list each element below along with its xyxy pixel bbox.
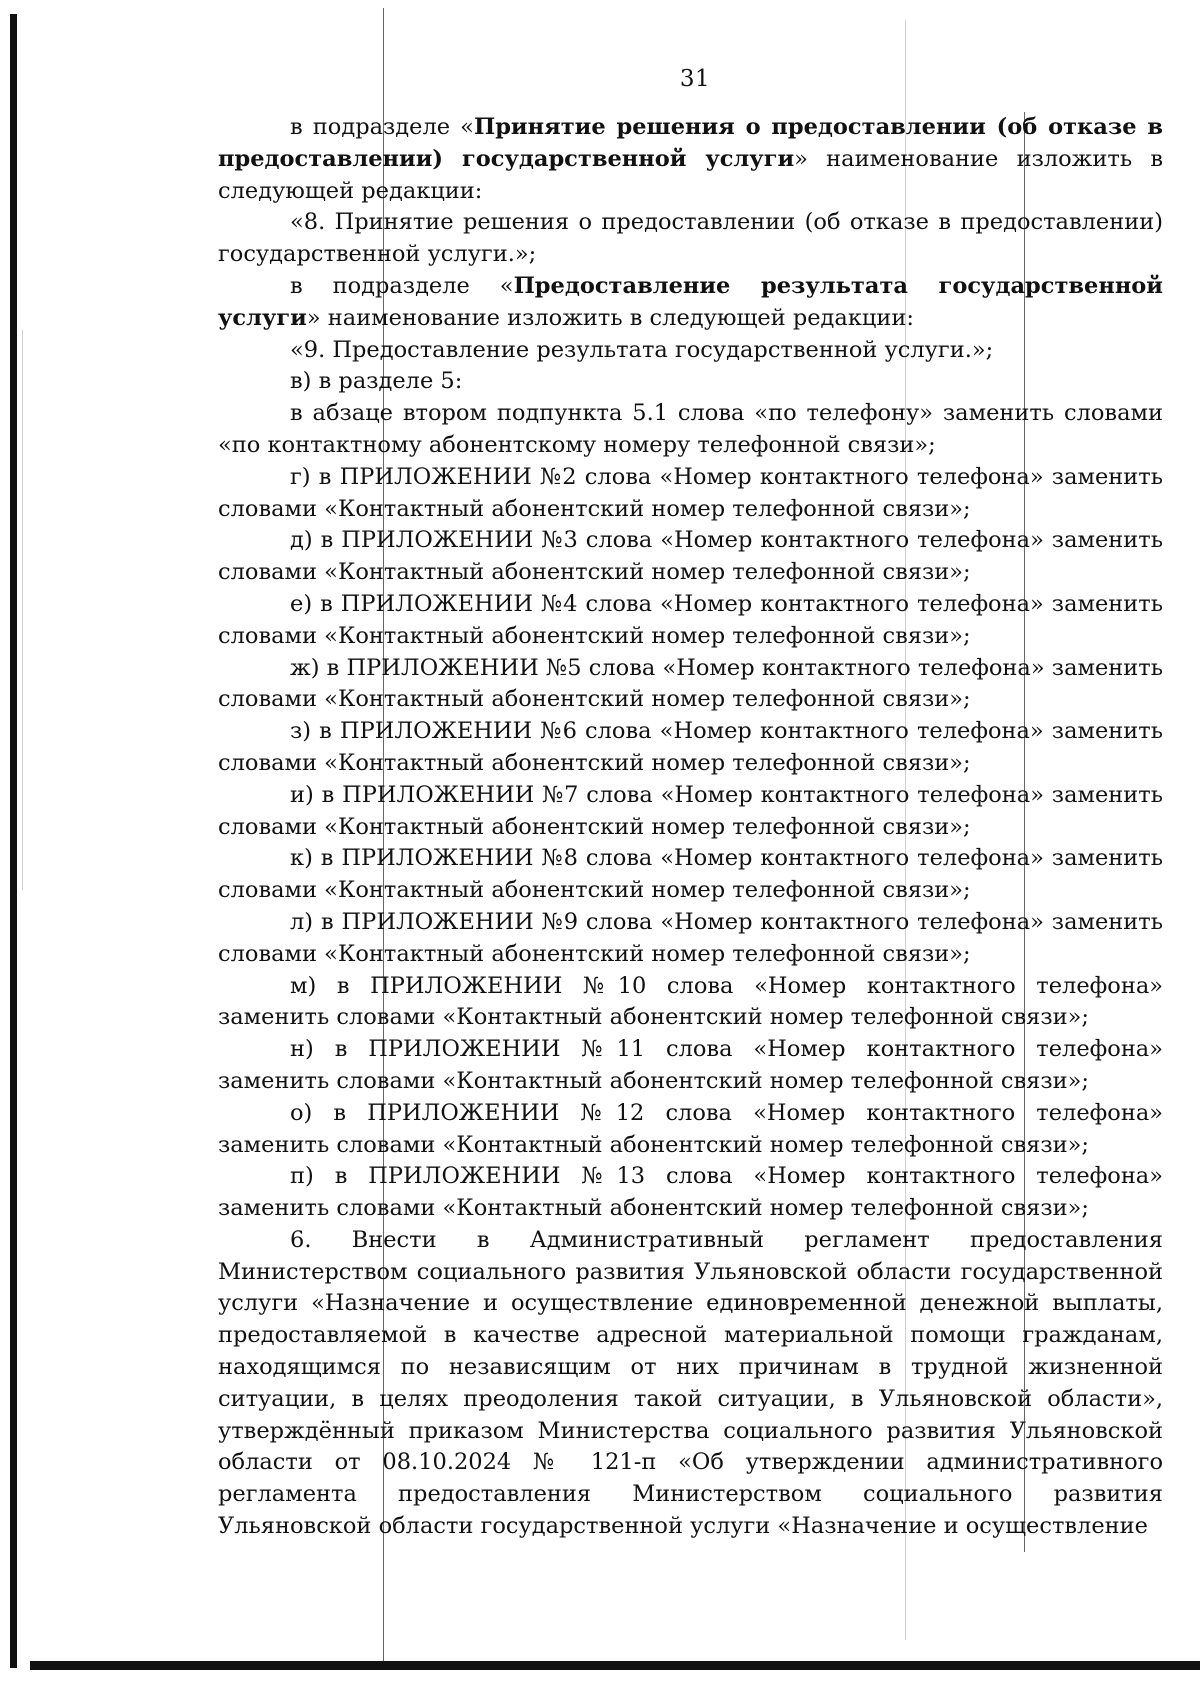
paragraph: [218, 843, 1163, 907]
text-run: д) в ПРИЛОЖЕНИИ №3 слова «Номер контактного телефона» заменить словами «Контактный абонентский номер телефонной связи»;: [218, 527, 1163, 586]
paragraph: [218, 716, 1163, 780]
bold-text: Принятие решения о предоставлении (об отказе в предоставлении) государственной услуги: [218, 114, 1163, 172]
paragraph: [218, 971, 1163, 1035]
text-run: » наименование изложить в следующей редакции:: [306, 304, 914, 331]
text-run: п) в ПРИЛОЖЕНИИ №13 слова «Номер контактного телефона» заменить словами «Контактный абонентский номер телефонной связи»;: [218, 1163, 1163, 1222]
text-run: г) в ПРИЛОЖЕНИИ №2 слова «Номер контактного телефона» заменить словами «Контактный абонентский номер телефонной связи»;: [218, 463, 1163, 522]
text-run: в подразделе «: [290, 272, 514, 299]
paragraph: [218, 1225, 1163, 1543]
text-run: е) в ПРИЛОЖЕНИИ №4 слова «Номер контактного телефона» заменить словами «Контактный абонентский номер телефонной связи»;: [218, 590, 1163, 649]
text-run: о) в ПРИЛОЖЕНИИ №12 слова «Номер контактного телефона» заменить словами «Контактный абонентский номер телефонной связи»;: [218, 1099, 1163, 1158]
text-run: «8. Принятие решения о предоставлении (об отказе в предоставлении) государственной услуги.»;: [218, 209, 1163, 268]
page-number: 31: [679, 66, 711, 92]
paragraph: [218, 1034, 1163, 1098]
paragraph: [218, 271, 1163, 335]
paragraph: [218, 112, 1163, 207]
paragraph: [218, 1098, 1163, 1162]
text-run: н) в ПРИЛОЖЕНИИ №11 слова «Номер контактного телефона» заменить словами «Контактный абонентский номер телефонной связи»;: [218, 1036, 1163, 1094]
text-run: в подразделе «: [290, 114, 474, 140]
scan-edge-bottom: [30, 1661, 1200, 1670]
text-run: ж) в ПРИЛОЖЕНИИ №5 слова «Номер контактного телефона» заменить словами «Контактный абонентский номер телефонной связи»;: [218, 654, 1163, 713]
paragraph: [218, 335, 1163, 367]
paragraph: [218, 653, 1163, 717]
paragraph: [218, 398, 1163, 462]
text-run: м) в ПРИЛОЖЕНИИ №10 слова «Номер контактного телефона» заменить словами «Контактный абонентский номер телефонной связи»;: [218, 972, 1163, 1031]
text-run: в) в разделе 5:: [290, 368, 463, 395]
text-run: и) в ПРИЛОЖЕНИИ №7 слова «Номер контактного телефона» заменить словами «Контактный абонентский номер телефонной связи»;: [218, 781, 1163, 840]
text-run: л) в ПРИЛОЖЕНИИ №9 слова «Номер контактного телефона» заменить словами «Контактный абонентский номер телефонной связи»;: [218, 908, 1163, 967]
text-run: к) в ПРИЛОЖЕНИИ №8 слова «Номер контактного телефона» заменить словами «Контактный абонентский номер телефонной связи»;: [218, 845, 1163, 904]
paragraph: [218, 589, 1163, 653]
scan-edge-left: [10, 14, 17, 1668]
scan-artifact-line: [22, 330, 23, 890]
paragraph: [218, 525, 1163, 589]
paragraph: [218, 207, 1163, 271]
document-body: [218, 112, 1163, 1543]
text-run: «9. Предоставление результата государственной услуги.»;: [290, 336, 994, 363]
paragraph: [218, 907, 1163, 971]
text-run: з) в ПРИЛОЖЕНИИ №6 слова «Номер контактного телефона» заменить словами «Контактный абонентский номер телефонной связи»;: [218, 718, 1163, 776]
paragraph: [218, 780, 1163, 844]
paragraph: [218, 462, 1163, 526]
paragraph: [218, 1161, 1163, 1225]
paragraph: [218, 366, 1163, 398]
text-run: » наименование изложить в следующей редакции:: [218, 145, 1163, 204]
bold-text: Предоставление результата государственной услуги: [218, 272, 1163, 331]
text-run: 6. Внести в Административный регламент предоставления Министерством социального развития Ульяновской области государственной услуги «Назначение и осуществление единовременной денежной выплаты, предоставляемой в качестве адресной материальной помощи гражданам, находящимся по независящим от них причинам в трудной жизненной ситуации, в целях преодоления такой ситуации, в Ульяновской области», утверждённый приказом Министерства социального развития Ульяновской области от 08.10.2024 № 121-п «Об утверждении административного регламента предоставления Министерством социального развития Ульяновской области государственной услуги «Назначение и осуществление: [218, 1226, 1163, 1540]
text-run: в абзаце втором подпункта 5.1 слова «по телефону» заменить словами «по контактному абонентскому номеру телефонной связи»;: [218, 400, 1163, 458]
